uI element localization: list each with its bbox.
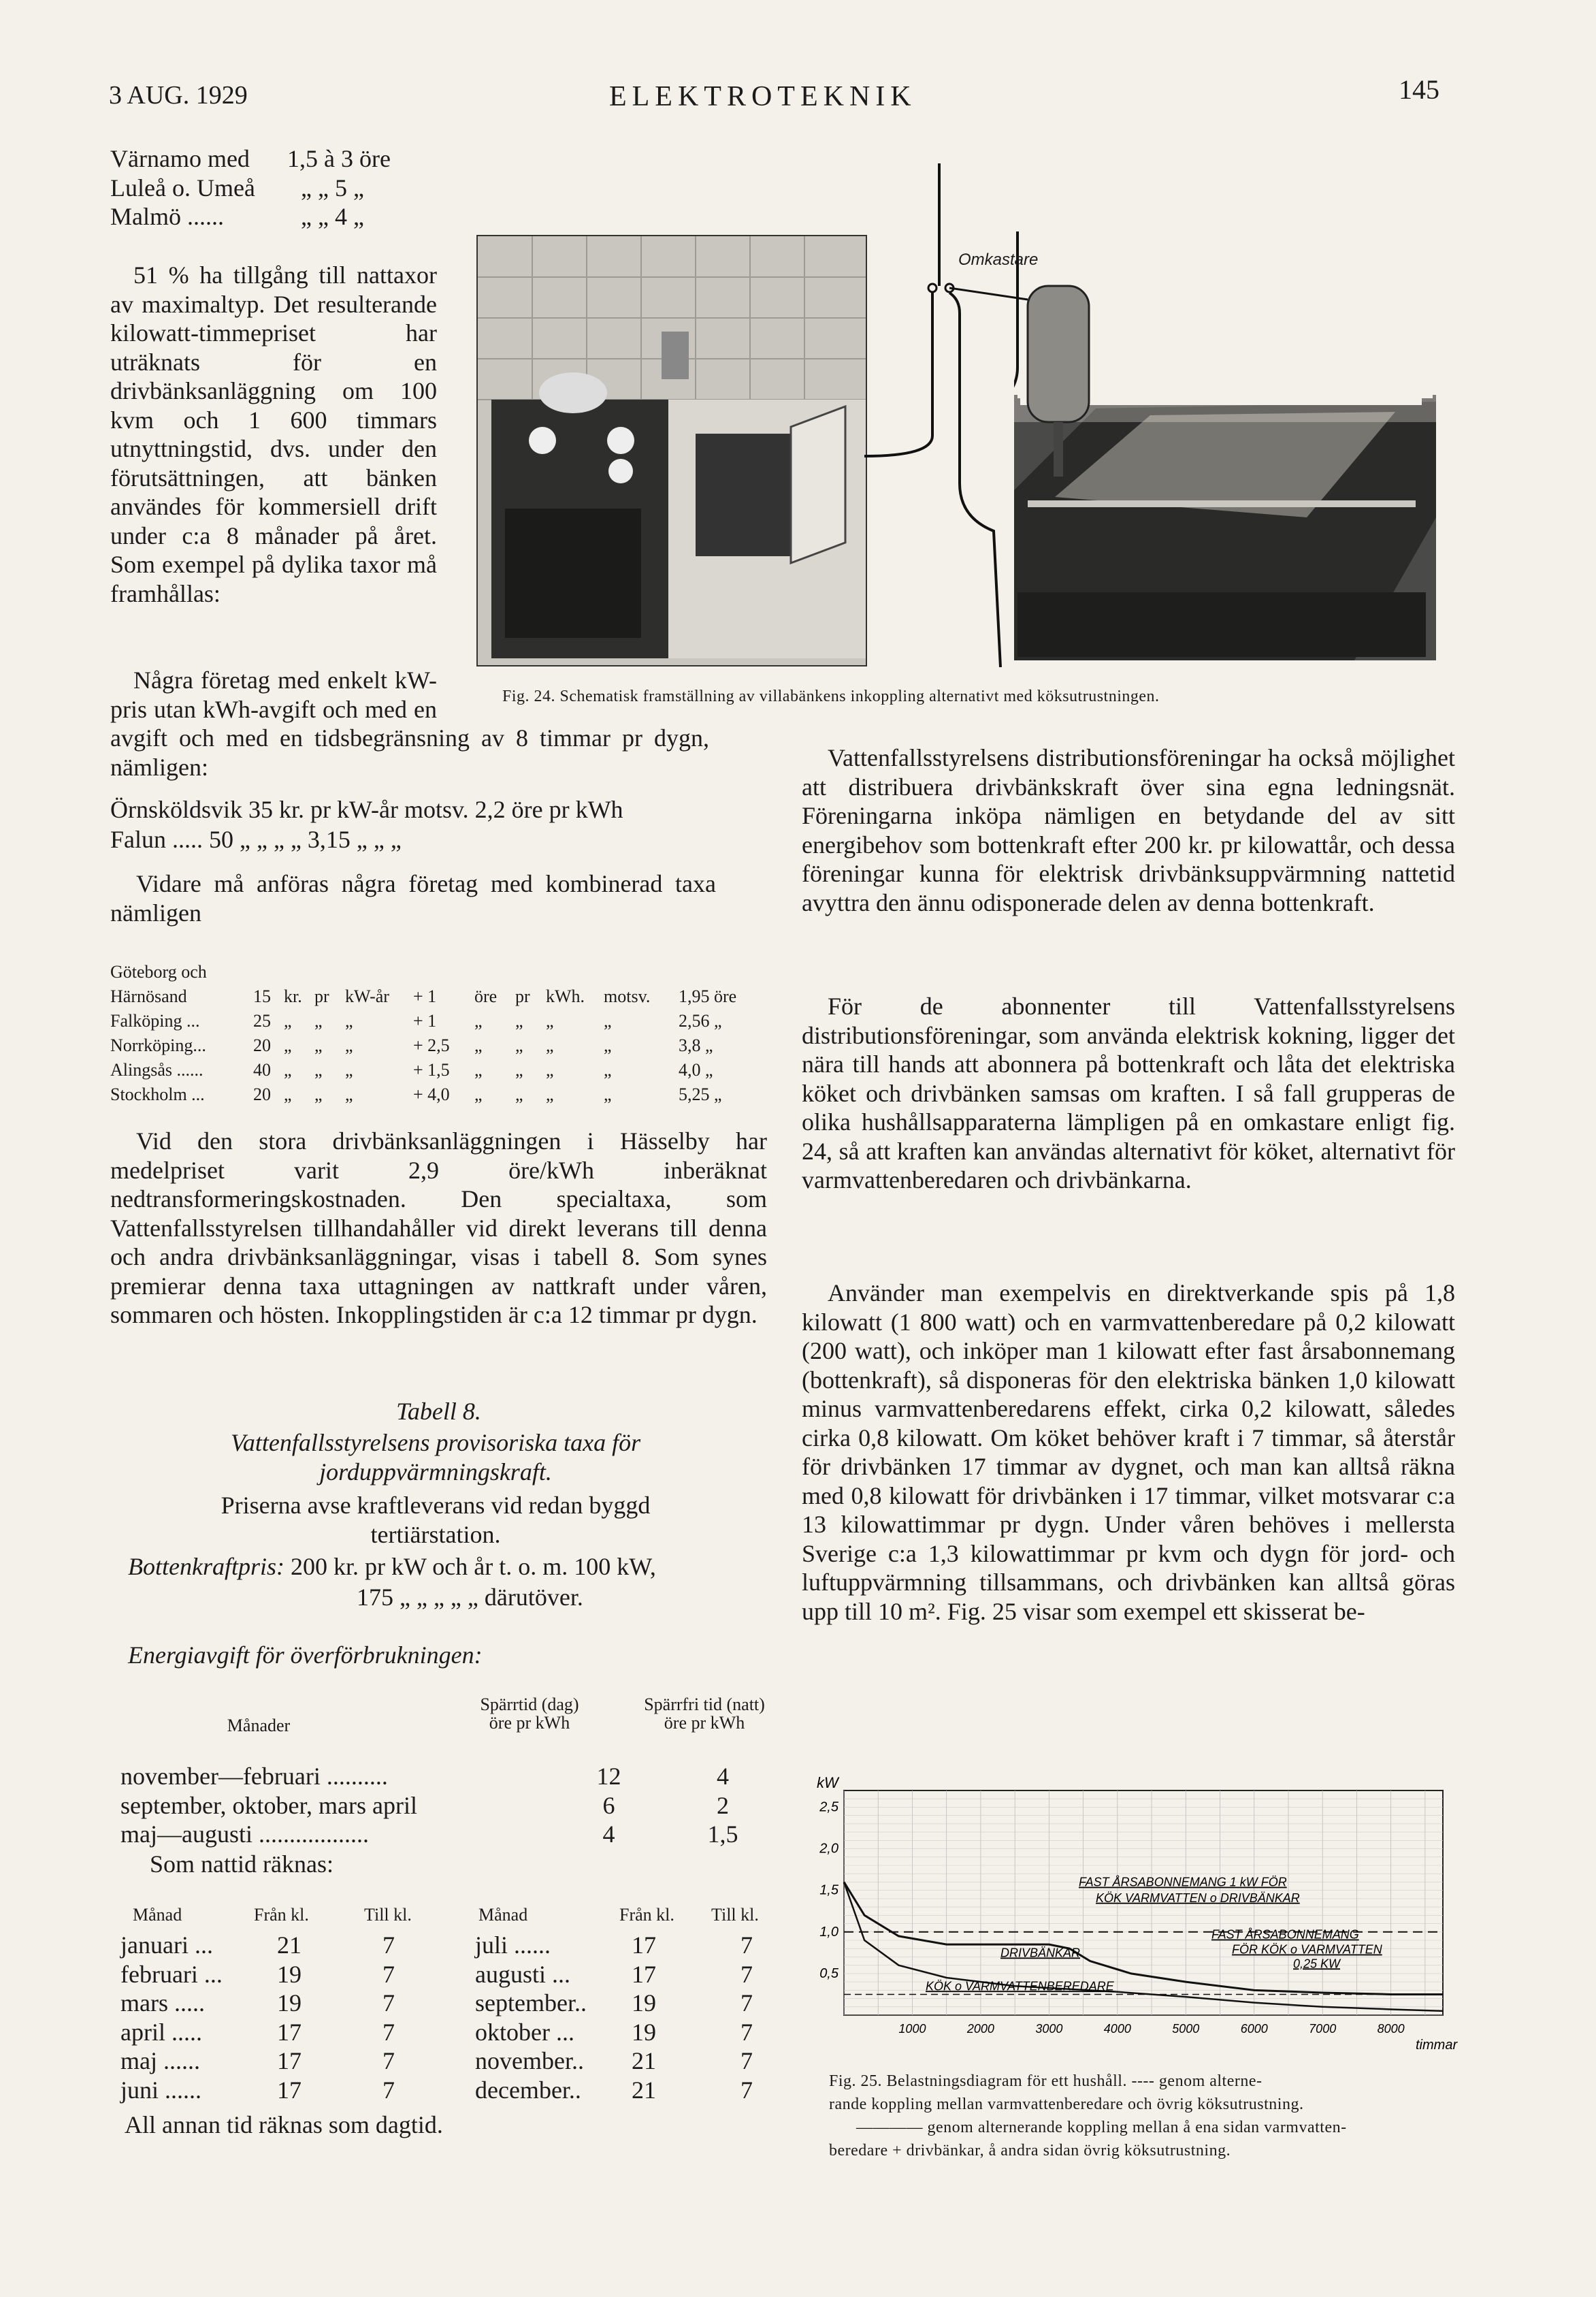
y-tick-label: 2,5 — [819, 1799, 838, 1815]
tabell8-intro: Priserna avse kraftleverans vid redan byggd tertiärstation. — [221, 1492, 651, 1548]
y-tick-label: 1,0 — [819, 1924, 838, 1940]
paragraph-foretag-narrow: Några företag med enkelt kW-pris utan kWh-avgift och med en — [110, 666, 437, 723]
table-row: september.. 19 7 — [475, 1989, 753, 2017]
stove-illustration — [478, 236, 866, 665]
annotation-025kw: 0,25 KW — [1293, 1957, 1341, 1971]
y-tick-label: 0,5 — [819, 1965, 838, 1981]
x-axis-label: timmar — [1416, 2038, 1458, 2053]
schematic-wiring — [864, 163, 1150, 667]
nattid-label: Som nattid räknas: — [150, 1850, 333, 1878]
x-tick-label: 4000 — [1103, 2022, 1131, 2036]
annotation-fast-1kw: FAST ÅRSABONNEMANG 1 kW FÖR — [1079, 1875, 1287, 1889]
omkastare-label: Omkastare — [958, 251, 1039, 269]
table-row: mars ..... 19 7 — [120, 1989, 395, 2017]
fig25-caption-line: Fig. 25. Belastningsdiagram för ett hushåll. ---- genom alterne- — [829, 2072, 1263, 2090]
fig25-caption-line: ———— genom alternerande koppling mellan å ena sidan varmvatten- — [856, 2119, 1347, 2136]
table-row: februari ... 19 7 — [120, 1960, 395, 1988]
combined-intro: Vidare må anföras några företag med kombinerad taxa nämligen — [110, 870, 716, 927]
night-table-right — [475, 1931, 788, 2104]
table-row: april ..... 17 7 — [120, 2018, 395, 2046]
fig24-caption: Fig. 24. Schematisk framställning av villabänkens inkoppling alternativt med köksutrustningen. — [502, 688, 1160, 705]
x-tick-label: 7000 — [1309, 2022, 1337, 2036]
fig25-caption-line: beredare + drivbänkar, å andra sidan övrig köksutrustning. — [829, 2142, 1231, 2159]
price-line-3: Malmö ...... „ „ 4 „ — [110, 203, 364, 230]
x-tick-label: 5000 — [1172, 2022, 1200, 2036]
right-paragraph-1: Vattenfallsstyrelsens distributionsföreningar ha också möjlighet att distribuera drivbänkskraft över sina egna ledningsnät. Föreningarna inköpa nämligen en betydande del av sitt energibehov som bottenkraft efter 200 kr. pr kilowattår, och dessa föreningar kunna för elektrisk drivbänksuppvärmning nattetid avyttra den ännu odisponerade delen av denna bottenkraft. — [802, 744, 1455, 916]
issue-date: 3 AUG. 1929 — [109, 81, 248, 110]
annotation-kok-varmvattenberedare: KÖK o VARMVATTENBEREDARE — [926, 1979, 1114, 1993]
annotation-drivbankar: DRIVBÄNKAR — [1000, 1946, 1081, 1960]
paragraph-nattaxor: 51 % ha tillgång till nattaxor av maximaltyp. Det resulterande kilowatt-timmepriset har uträknats för en drivbänksanläggning om 100 kvm och 1 600 timmars utnyttningstid, dvs. under den förutsättningen, att bänken användes för kommersiell drift under c:a 8 månader på året. Som exempel på dylika taxor må framhållas: — [110, 261, 437, 607]
y-tick-label: 1,5 — [819, 1882, 838, 1898]
load-diagram-chart — [796, 1770, 1463, 2063]
ornskoldsvik-line: Örnsköldsvik 35 kr. pr kW-år motsv. 2,2 öre pr kWh — [110, 796, 623, 823]
tabell8-subtitle: Vattenfallsstyrelsens provisoriska taxa för jorduppvärmningskraft. — [230, 1429, 641, 1485]
table-row: december.. 21 7 — [475, 2076, 753, 2104]
table-row: november—februari .......... 12 4 — [120, 1763, 729, 1790]
fig25-caption-line: rande koppling mellan varmvattenberedare och övrig köksutrustning. — [829, 2095, 1304, 2113]
energi-table — [120, 1762, 774, 1849]
col-manader: Månader — [227, 1716, 291, 1735]
table-row: maj—augusti .................. 4 1,5 — [120, 1820, 738, 1848]
col-sparrfri: Spärrfri tid (natt) öre pr kWh — [644, 1694, 765, 1733]
page-number: 145 — [1399, 74, 1439, 105]
hasselby-paragraph: Vid den stora drivbänksanläggningen i Hässelby har medelpriset varit 2,9 öre/kWh inberäknat nedtransformeringskostnaden. Den specialtaxa, som Vattenfallsstyrelsen tillhandahåller vid direkt leverans till denna och andra drivbänksanläggningar, visas i tabell 8. Som synes premierar denna taxa uttagningen av nattkraft under våren, sommaren och hösten. Inkopplingstiden är c:a 12 timmar pr dygn. — [110, 1127, 767, 1328]
annotation-for-kok-varmvatten: FÖR KÖK o VARMVATTEN — [1232, 1942, 1382, 1957]
falun-line: Falun ..... 50 „ „ „ „ 3,15 „ „ „ — [110, 826, 402, 853]
table-row: november.. 21 7 — [475, 2047, 753, 2074]
x-tick-label: 2000 — [966, 2022, 994, 2036]
table-row: januari ... 21 7 — [120, 1931, 395, 1959]
annotation-kok-varmvatten-drivbankar: KÖK VARMVATTEN o DRIVBÄNKAR — [1096, 1891, 1300, 1905]
y-axis-label: kW — [817, 1774, 838, 1791]
x-tick-label: 6000 — [1240, 2022, 1268, 2036]
intro-prices — [110, 144, 437, 231]
table-row: Alingsås ...... 40 „ „ „ + 1,5 „ „ „ „ 4,0 „ — [110, 1060, 713, 1080]
night-table-left — [120, 1931, 447, 2104]
table-row: augusti ... 17 7 — [475, 1960, 753, 1988]
y-tick-label: 2,0 — [819, 1841, 838, 1857]
journal-title: ELEKTROTEKNIK — [609, 81, 917, 112]
kitchen-stove-photo — [476, 235, 867, 666]
table-row: Norrköping... 20 „ „ „ + 2,5 „ „ „ „ 3,8 „ — [110, 1035, 713, 1055]
table-row: Göteborg och — [110, 962, 207, 982]
price-line-1: Värnamo med 1,5 à 3 öre — [110, 145, 391, 172]
combined-tariff-table — [110, 960, 764, 1107]
col-sparrtid: Spärrtid (dag) öre pr kWh — [480, 1694, 579, 1733]
table-row: oktober ... 19 7 — [475, 2018, 753, 2046]
bottenkraft-line: Bottenkraftpris: 200 kr. pr kW och år t. o. m. 100 kW, — [128, 1553, 656, 1580]
x-tick-label: 3000 — [1035, 2022, 1063, 2036]
tabell8-title: Tabell 8. — [396, 1398, 481, 1425]
table-row: Stockholm ... 20 „ „ „ + 4,0 „ „ „ „ 5,25 „ — [110, 1085, 722, 1104]
paragraph-foretag-wide: avgift och med en tidsbegränsning av 8 timmar pr dygn, nämligen: — [110, 724, 709, 781]
table-row: Härnösand 15 kr. pr kW-år + 1 öre pr kWh. motsv. 1,95 öre — [110, 986, 737, 1006]
right-paragraph-3: Använder man exempelvis en direktverkande spis på 1,8 kilowatt (1 800 watt) och en varmvattenberedare på 0,2 kilowatt (200 watt), och inköper man 1 kilowatt efter fast årsabonnemang (bottenkraft), så disponeras för den elektriska bänken 1,0 kilowatt minus varmvattenberedarens effekt, cirka 0,2 kilowatt, således cirka 0,8 kilowatt. Om köket behöver kraft i 7 timmar, så återstår för drivbänken 17 timmar av dygnet, och man kan alltså räkna med 0,8 kilowatt för drivbänken i 17 timmar, vilket motsvarar c:a 13 kilowattimmar pr dygn. Under våren behöves i mellersta Sverige c:a 1,3 kilowattimmar pr kvm och dygn för jord- och luftuppvärmning tillsammans, och drivbänken kan alltså göras upp till 10 m². Fig. 25 visar som exempel ett skisserat be- — [802, 1279, 1455, 1625]
dagtid-footer: All annan tid räknas som dagtid. — [125, 2111, 443, 2138]
table-row: Falköping ... 25 „ „ „ + 1 „ „ „ „ 2,56 „ — [110, 1011, 722, 1031]
table-row: juli ...... 17 7 — [475, 1931, 753, 1959]
table-row: juni ...... 17 7 — [120, 2076, 395, 2104]
price-line-2: Luleå o. Umeå „ „ 5 „ — [110, 174, 364, 202]
bottenkraft-line2: 175 „ „ „ „ „ därutöver. — [357, 1584, 583, 1611]
right-paragraph-2: För de abonnenter till Vattenfallsstyrelsens distributionsföreningar, som använda elektrisk kokning, ligger det nära till hands att abonnera på bottenkraft och låta det elektriska köket och drivbänken samsas om kraften. I så fall grupperas de olika hushållsapparaterna lämpligen på en omkastare enligt fig. 24, så att kraften kan användas alternativt för köket, alternativt för varmvattenberedaren och drivbänkarna. — [802, 993, 1455, 1193]
x-tick-label: 1000 — [898, 2022, 926, 2036]
annotation-fast-arsabonnemang: FAST ÅRSABONNEMANG — [1211, 1927, 1359, 1942]
x-tick-label: 8000 — [1377, 2022, 1405, 2036]
table-row: september, oktober, mars april 6 2 — [120, 1791, 729, 1819]
table-row: maj ...... 17 7 — [120, 2047, 395, 2074]
fig25-caption — [829, 2070, 1462, 2162]
energiavgift-label: Energiavgift för överförbrukningen: — [128, 1641, 483, 1669]
